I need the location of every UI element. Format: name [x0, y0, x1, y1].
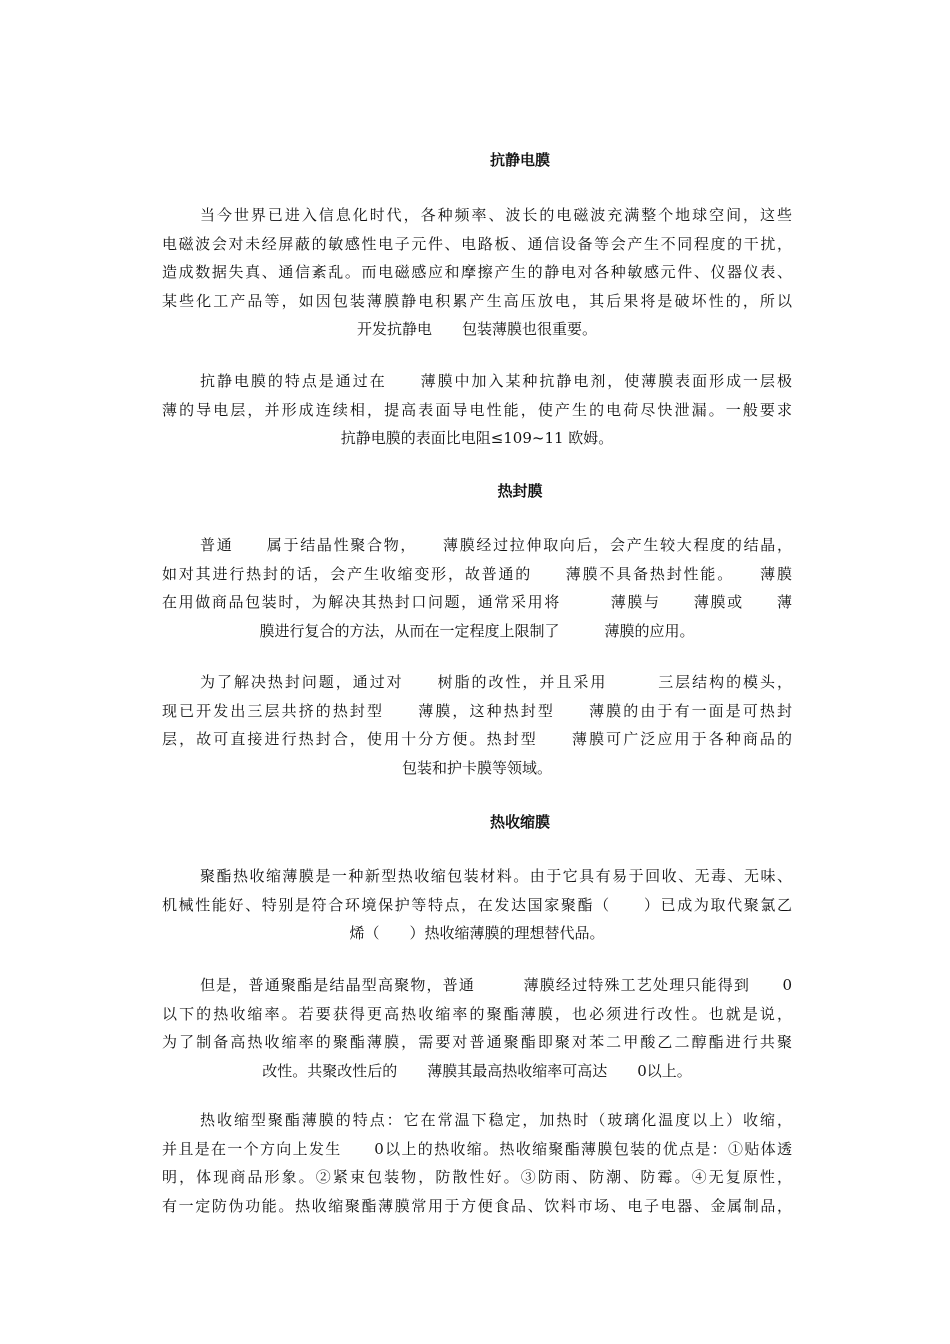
text-line: 并且是在一个方向上发生 0以上的热收缩。热收缩聚酯薄膜包装的优点是：①贴体透 [162, 1139, 792, 1158]
text-line: 现已开发出三层共挤的热封型 薄膜，这种热封型 薄膜的由于有一面是可热封 [162, 701, 792, 720]
paragraph-heat-seal-solution [162, 668, 792, 782]
text-line: 在用做商品包装时，为解决其热封口问题，通常采用将 薄膜与 薄膜或 薄 [162, 593, 792, 611]
text-line: 开发抗静电 包装薄膜也很重要。 [356, 320, 597, 338]
text-line: 某些化工产品等，如因包装薄膜静电积累产生高压放电，其后果将是破坏性的，所以 [162, 291, 792, 310]
paragraph-heat-shrink-features [162, 1106, 792, 1220]
section-heading-antistatic: 抗静电膜 [489, 151, 550, 169]
paragraph-heat-shrink-intro [162, 862, 792, 948]
text-line: 当今世界已进入信息化时代，各种频率、波长的电磁波充满整个地球空间，这些 [200, 206, 792, 224]
text-line: 改性。共聚改性后的 薄膜其最高热收缩率可高达 0以上。 [262, 1061, 692, 1080]
text-line: 包装和护卡膜等领域。 [401, 758, 552, 777]
paragraph-heat-seal-intro [162, 531, 792, 645]
text-line: 抗静电膜的特点是通过在 薄膜中加入某种抗静电剂，使薄膜表面形成一层极 [200, 372, 792, 390]
paragraph-antistatic-features [162, 367, 792, 453]
text-line: 有一定防伪功能。热收缩聚酯薄膜常用于方便食品、饮料市场、电子电器、金属制品， [162, 1196, 792, 1215]
text-line: 膜进行复合的方法，从而在一定程度上限制了 薄膜的应用。 [259, 621, 695, 640]
text-line: 为了解决热封问题，通过对 树脂的改性，并且采用 三层结构的模头， [200, 673, 792, 691]
text-line: 热收缩型聚酯薄膜的特点：它在常温下稳定，加热时（玻璃化温度以上）收缩， [200, 1111, 792, 1129]
text-line: 但是，普通聚酯是结晶型高聚物，普通 薄膜经过特殊工艺处理只能得到 0 [200, 976, 792, 994]
text-line: 普通 属于结晶性聚合物， 薄膜经过拉伸取向后，会产生较大程度的结晶， [200, 536, 792, 554]
text-line: 明，体现商品形象。②紧束包装物，防散性好。③防雨、防潮、防霉。④无复原性， [162, 1168, 792, 1186]
text-line: 机械性能好、特别是符合环境保护等特点，在发达国家聚酯（ ）已成为取代聚氯乙 [162, 895, 792, 914]
text-line: 以下的热收缩率。若要获得更高热收缩率的聚酯薄膜，也必须进行改性。也就是说， [162, 1004, 792, 1023]
text-line: 抗静电膜的表面比电阻≤109~11 欧姆。 [340, 429, 614, 447]
text-line: 如对其进行热封的话，会产生收缩变形，故普通的 薄膜不具备热封性能。 薄膜 [162, 564, 792, 583]
text-line: 为了制备高热收缩率的聚酯薄膜，需要对普通聚酯即聚对苯二甲酸乙二醇酯进行共聚 [162, 1033, 792, 1051]
text-line: 烯（ ）热收缩薄膜的理想替代品。 [349, 924, 605, 942]
text-line: 造成数据失真、通信紊乱。而电磁感应和摩擦产生的静电对各种敏感元件、仪器仪表、 [162, 263, 792, 281]
text-line: 电磁波会对未经屏蔽的敏感性电子元件、电路板、通信设备等会产生不同程度的干扰， [162, 234, 792, 253]
section-heading-heat-seal: 热封膜 [497, 482, 543, 500]
paragraph-antistatic-intro [162, 201, 792, 344]
text-line: 层，故可直接进行热封合，使用十分方便。热封型 薄膜可广泛应用于各种商品的 [162, 730, 792, 748]
text-line: 薄的导电层，并形成连续相，提高表面导电性能，使产生的电荷尽快泄漏。一般要求 [162, 400, 792, 419]
text-line: 聚酯热收缩薄膜是一种新型热收缩包装材料。由于它具有易于回收、无毒、无味、 [200, 867, 792, 885]
paragraph-heat-shrink-modification [162, 971, 792, 1085]
section-heading-heat-shrink: 热收缩膜 [489, 813, 550, 831]
